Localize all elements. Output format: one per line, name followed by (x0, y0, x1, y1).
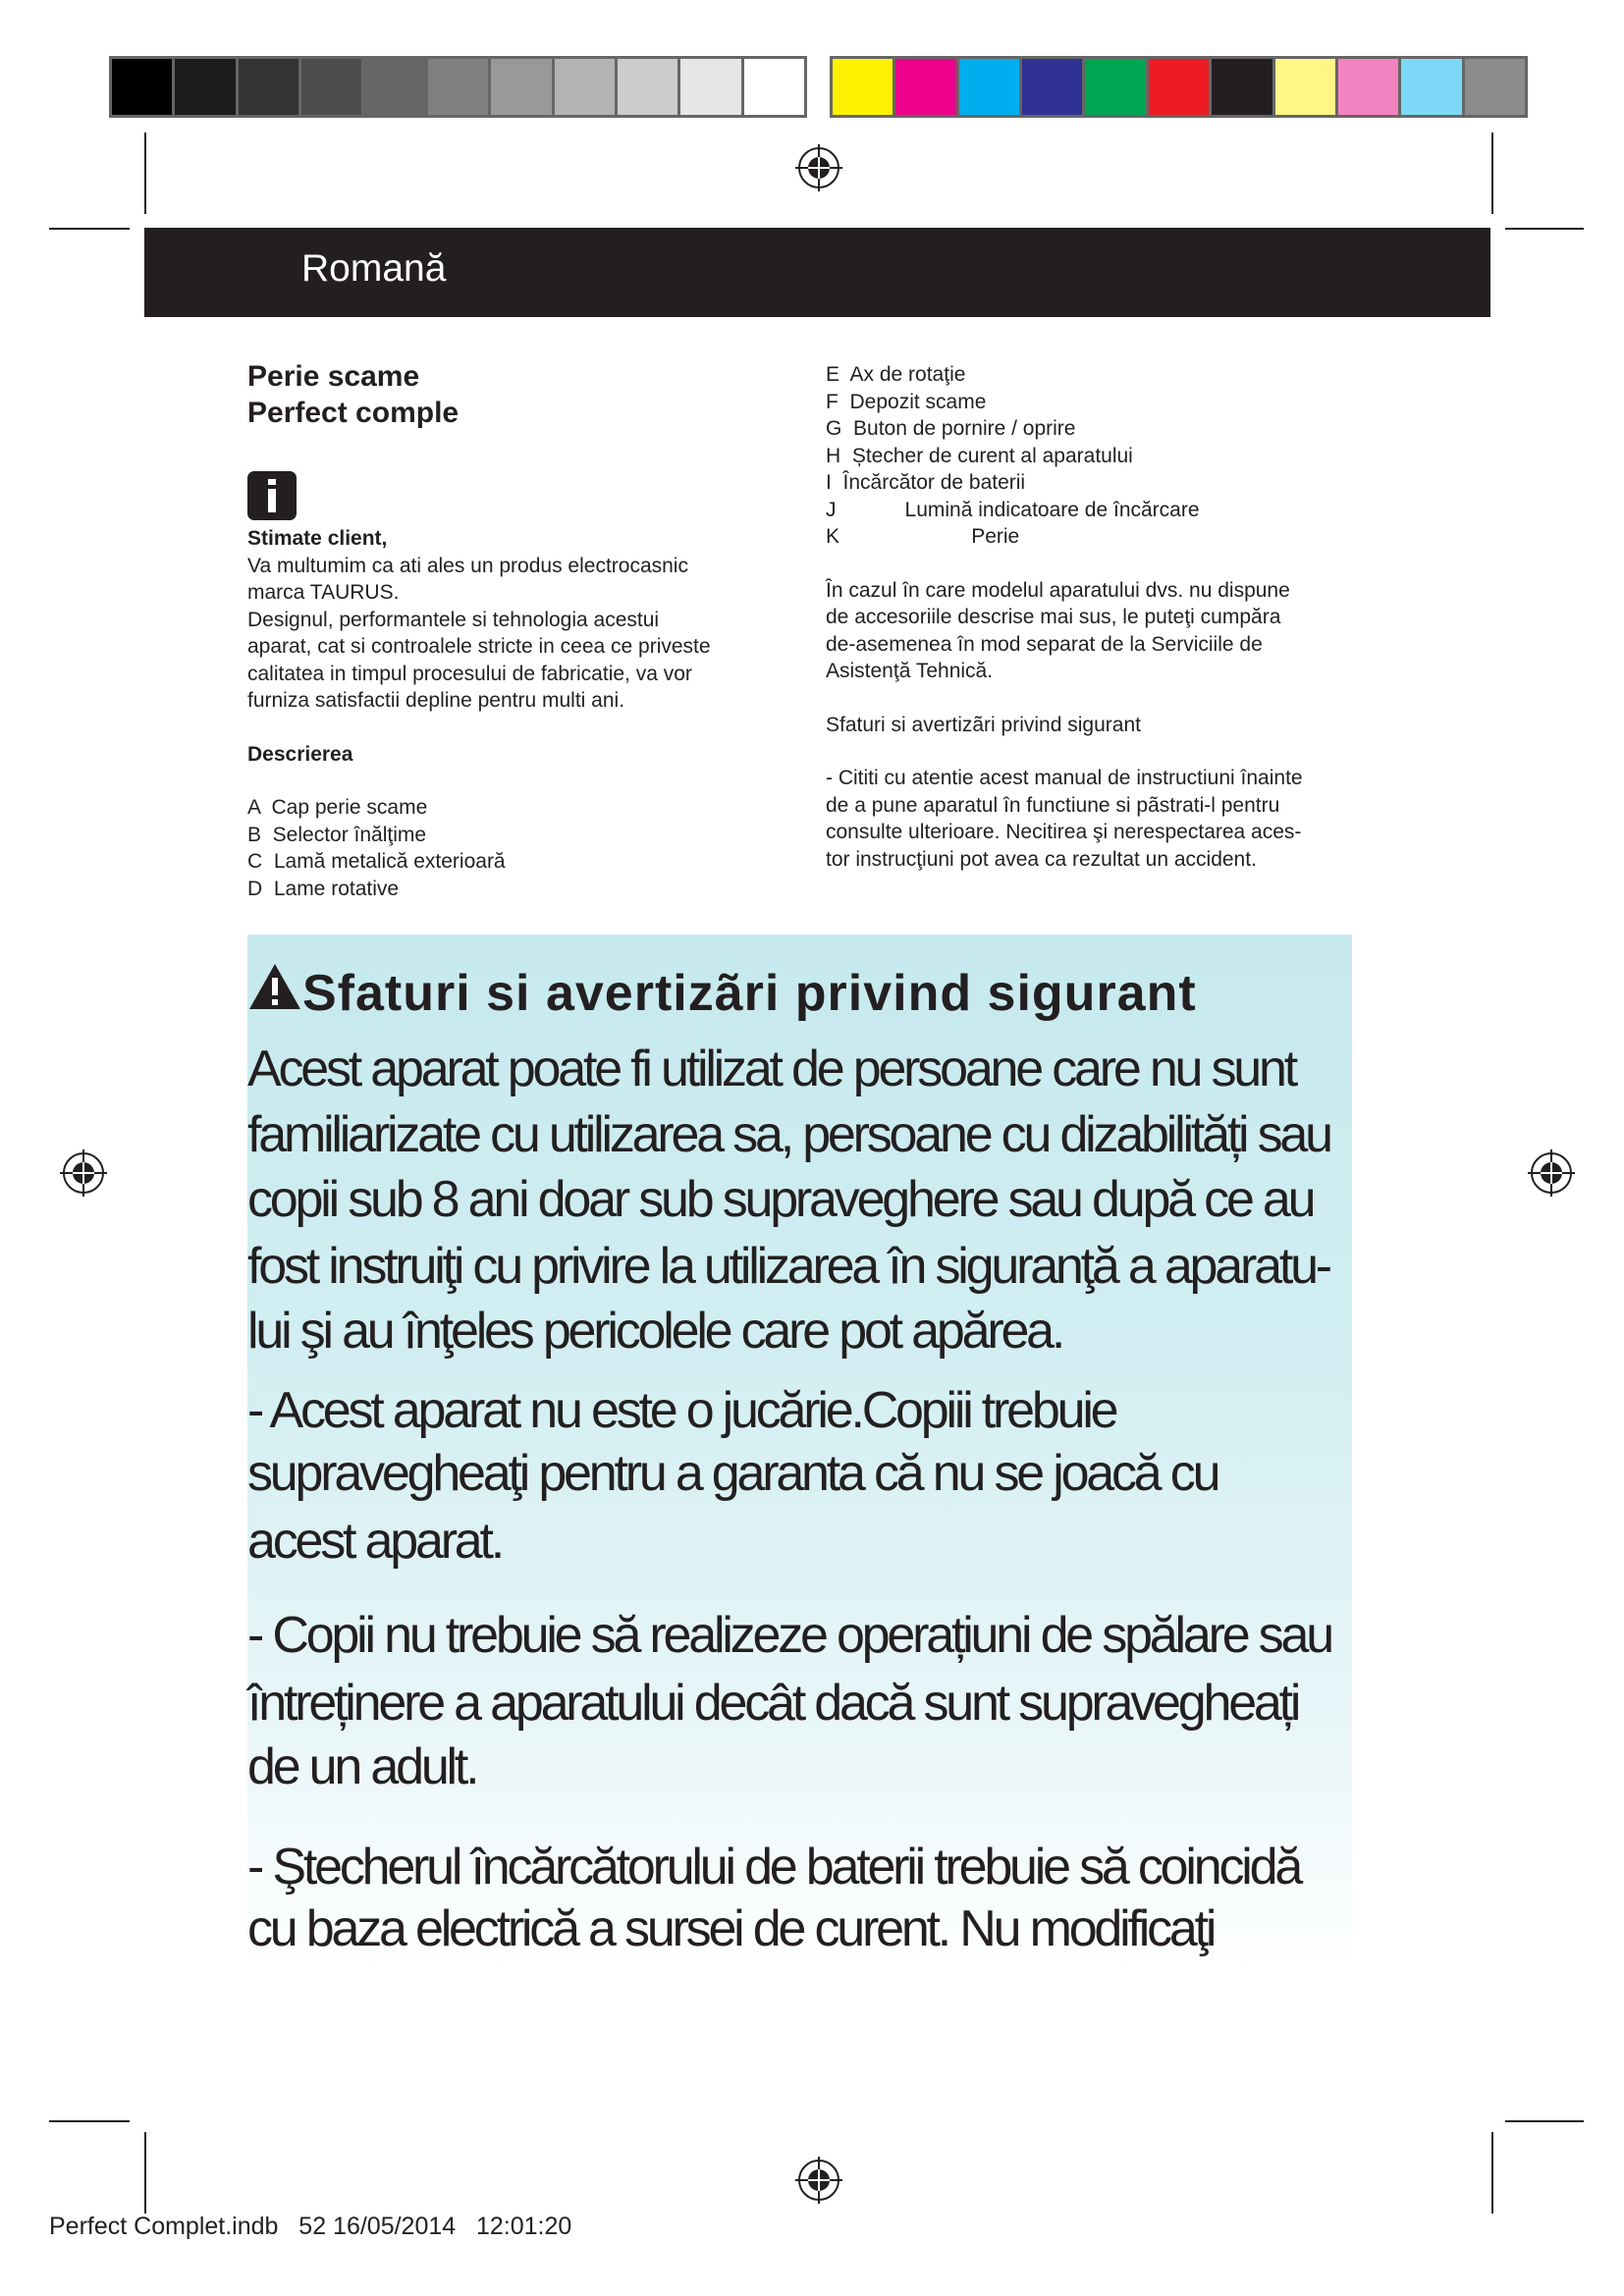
color-swatch (491, 59, 551, 115)
registration-mark-icon (58, 1148, 109, 1199)
safety-heading: Sfaturi si avertizãri privind sigurant (826, 713, 1141, 736)
part-item: G Buton de pornire / oprire (826, 417, 1076, 440)
warning-line: - Acest aparat nu este o jucărie.Copiii trebuie (247, 1382, 1116, 1439)
safety-line: consulte ulterioare. Necitirea şi nerespectarea aces- (826, 821, 1302, 843)
left-column (247, 358, 778, 431)
warning-line: copii sub 8 ani doar sub supraveghere sau după ce au (247, 1171, 1314, 1228)
warning-line: acest aparat. (247, 1513, 503, 1570)
product-subtitle: Perfect comple (247, 397, 460, 429)
warning-line: de un adult. (247, 1738, 477, 1795)
color-swatch (301, 59, 361, 115)
color-swatch (364, 59, 424, 115)
safety-line: tor instrucţiuni pot avea ca rezultat un accident. (826, 847, 1257, 871)
color-swatch (680, 59, 740, 115)
intro-section (247, 525, 797, 902)
color-swatch (175, 59, 235, 115)
process-color-bar (830, 56, 1528, 118)
color-swatch (959, 59, 1019, 115)
warning-line: supravegheaţi pentru a garanta că nu se joacă cu (247, 1445, 1218, 1502)
registration-mark-icon (1526, 1148, 1577, 1199)
part-item: A Cap perie scame (247, 796, 428, 819)
accessories-line: Asistenţă Tehnică. (826, 660, 994, 682)
accessories-line: de accesoriile descrise mai sus, le puteţi cumpăra (826, 606, 1281, 628)
warning-line: fost instruiţi cu privire la utilizarea în siguranţă a aparatu- (247, 1238, 1329, 1295)
warning-line: Acest aparat poate fi utilizat de persoane care nu sunt (247, 1041, 1295, 1097)
warning-triangle-icon (247, 962, 302, 1011)
warning-line: - Ştecherul încărcătorului de baterii trebuie să coincidă (247, 1839, 1301, 1896)
part-item: K Perie (826, 525, 1020, 548)
accessories-line: În cazul în care modelul aparatului dvs. nu dispune (826, 578, 1290, 602)
color-swatch (1149, 59, 1209, 115)
print-slug: Perfect Complet.indb 52 16/05/2014 12:01:20 (49, 2213, 572, 2240)
language-label: Romană (301, 247, 447, 290)
part-item: B Selector înălţime (247, 823, 427, 846)
warning-line: întreținere a aparatului decât dacă sunt supravegheați (247, 1675, 1299, 1732)
color-swatch (618, 59, 677, 115)
right-column (826, 361, 1376, 873)
intro-line: furniza satisfactii depline pentru multi ani. (247, 689, 625, 712)
intro-line: calitatea in timpul procesului de fabricatie, va vor (247, 662, 692, 685)
crop-mark (1491, 2132, 1493, 2214)
color-swatch (428, 59, 488, 115)
registration-mark-icon (793, 2155, 844, 2206)
warning-heading: Sfaturi si avertizãri privind sigurant (302, 965, 1197, 1022)
color-swatch (239, 59, 298, 115)
color-swatch (1465, 59, 1525, 115)
registration-mark-icon (793, 142, 844, 193)
color-swatch (1085, 59, 1145, 115)
language-header-band (144, 228, 1490, 317)
grayscale-color-bar (109, 56, 807, 118)
crop-mark (144, 133, 146, 214)
warning-line: cu baza electrică a sursei de curent. Nu modificaţi (247, 1900, 1215, 1957)
crop-mark (49, 2120, 130, 2122)
color-swatch (1401, 59, 1461, 115)
color-swatch (744, 59, 804, 115)
crop-mark (1505, 2120, 1584, 2122)
color-swatch (1022, 59, 1082, 115)
warning-line: familiarizate cu utilizarea sa, persoane cu dizabilități sau (247, 1106, 1330, 1163)
part-item: H Ștecher de curent al aparatului (826, 444, 1133, 467)
safety-line: - Cititi cu atentie acest manual de instructiuni înainte (826, 767, 1303, 789)
color-swatch (112, 59, 172, 115)
color-swatch (833, 59, 893, 115)
intro-line: marca TAURUS. (247, 581, 400, 604)
safety-line: de a pune aparatul în functiune si pãstrati-l pentru (826, 793, 1280, 817)
info-icon (247, 471, 297, 520)
description-heading: Descrierea (247, 742, 353, 766)
part-item: I Încărcător de baterii (826, 471, 1026, 494)
crop-mark (1491, 133, 1493, 214)
color-swatch (1212, 59, 1272, 115)
intro-line: Designul, performantele si tehnologia acestui (247, 608, 660, 631)
color-swatch (1275, 59, 1335, 115)
part-item: E Ax de rotaţie (826, 363, 966, 386)
part-item: C Lamă metalică exterioară (247, 850, 506, 873)
color-swatch (1338, 59, 1398, 115)
greeting: Stimate client, (247, 527, 388, 550)
warning-line: - Copii nu trebuie să realizeze operațiuni de spălare sau (247, 1607, 1331, 1664)
crop-mark (1505, 228, 1584, 230)
intro-line: Va multumim ca ati ales un produs electrocasnic (247, 554, 688, 577)
accessories-line: de-asemenea în mod separat de la Serviciile de (826, 632, 1263, 656)
product-title: Perie scame (247, 360, 420, 393)
color-swatch (895, 59, 955, 115)
warning-line: lui şi au înţeles pericolele care pot apărea. (247, 1303, 1063, 1360)
intro-line: aparat, cat si controalele stricte in ceea ce priveste (247, 635, 711, 658)
color-swatch (555, 59, 615, 115)
part-item: D Lame rotative (247, 877, 400, 900)
part-item: F Depozit scame (826, 390, 987, 413)
part-item: J Lumină indicatoare de încărcare (826, 498, 1200, 521)
crop-mark (49, 228, 130, 230)
crop-mark (144, 2132, 146, 2214)
